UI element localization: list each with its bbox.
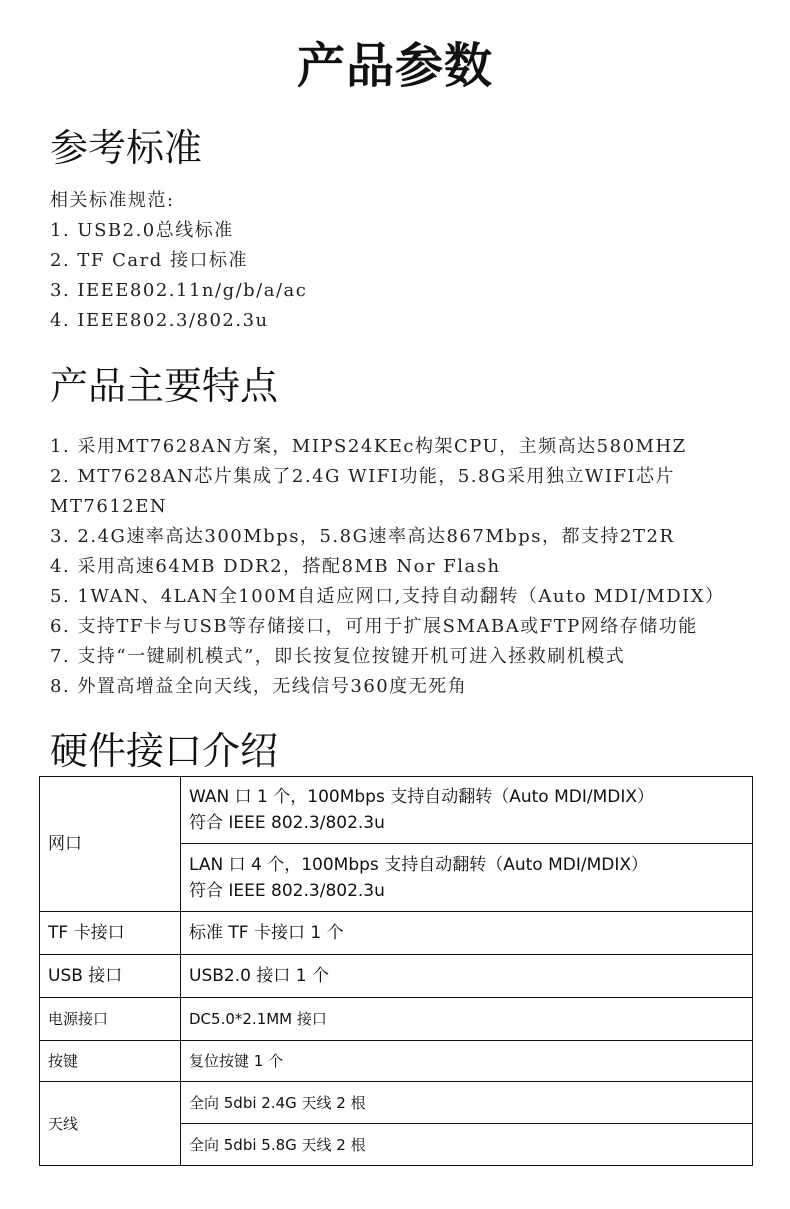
table-row (40, 777, 753, 844)
table-row (40, 912, 753, 955)
wan-cell (181, 777, 753, 844)
network-label: 网口 (40, 777, 181, 912)
features-heading: 产品主要特点 (50, 364, 279, 408)
interfaces-heading: 硬件接口介绍 (50, 729, 279, 773)
feature-item: 6. 支持TF卡与USB等存储接口，可用于扩展SMABA或FTP网络存储功能 (50, 616, 698, 637)
features-list (50, 432, 725, 702)
tf-value: 标准 TF 卡接口 1 个 (181, 912, 753, 955)
interfaces-table (39, 776, 753, 1166)
button-label: 按键 (40, 1041, 181, 1082)
reference-item: 4. IEEE802.3/802.3u (50, 310, 269, 331)
wan-standard: 符合 IEEE 802.3/802.3u (189, 813, 385, 833)
reference-item: 2. TF Card 接口标准 (50, 250, 248, 271)
feature-item: 8. 外置高增益全向天线，无线信号360度无死角 (50, 676, 468, 697)
feature-item: 4. 采用高速64MB DDR2，搭配8MB Nor Flash (50, 556, 501, 577)
antenna-value-24g: 全向 5dbi 2.4G 天线 2 根 (181, 1082, 753, 1124)
reference-intro: 相关标准规范: (50, 190, 175, 211)
reference-heading: 参考标准 (50, 126, 203, 170)
lan-cell (181, 844, 753, 912)
feature-item: 5. 1WAN、4LAN全100M自适应网口,支持自动翻转（Auto MDI/MDIX） (50, 586, 725, 607)
feature-item: 3. 2.4G速率高达300Mbps，5.8G速率高达867Mbps，都支持2T2R (50, 526, 675, 547)
reference-item: 1. USB2.0总线标准 (50, 220, 234, 241)
button-value: 复位按键 1 个 (181, 1041, 753, 1082)
feature-item: 2. MT7628AN芯片集成了2.4G WIFI功能，5.8G采用独立WIFI芯片 (50, 466, 676, 487)
antenna-label: 天线 (40, 1082, 181, 1166)
wan-spec: WAN 口 1 个，100Mbps 支持自动翻转（Auto MDI/MDIX） (189, 787, 655, 807)
feature-item: 7. 支持“一键刷机模式”，即长按复位按键开机可进入拯救刷机模式 (50, 646, 626, 667)
antenna-value-58g: 全向 5dbi 5.8G 天线 2 根 (181, 1124, 753, 1166)
usb-label: USB 接口 (40, 955, 181, 998)
feature-item-continuation: MT7612EN (50, 496, 168, 517)
tf-label: TF 卡接口 (40, 912, 181, 955)
lan-standard: 符合 IEEE 802.3/802.3u (189, 880, 385, 901)
table-row (40, 998, 753, 1041)
power-value: DC5.0*2.1MM 接口 (181, 998, 753, 1041)
reference-item: 3. IEEE802.11n/g/b/a/ac (50, 280, 308, 301)
power-label: 电源接口 (40, 998, 181, 1041)
feature-item: 1. 采用MT7628AN方案，MIPS24KEc构架CPU，主频高达580MHZ (50, 436, 687, 457)
table-row (40, 1041, 753, 1082)
table-row (40, 955, 753, 998)
table-row (40, 1082, 753, 1124)
lan-spec: LAN 口 4 个，100Mbps 支持自动翻转（Auto MDI/MDIX） (189, 854, 648, 875)
reference-list (50, 186, 307, 336)
usb-value: USB2.0 接口 1 个 (181, 955, 753, 998)
page-title: 产品参数 (296, 38, 493, 94)
